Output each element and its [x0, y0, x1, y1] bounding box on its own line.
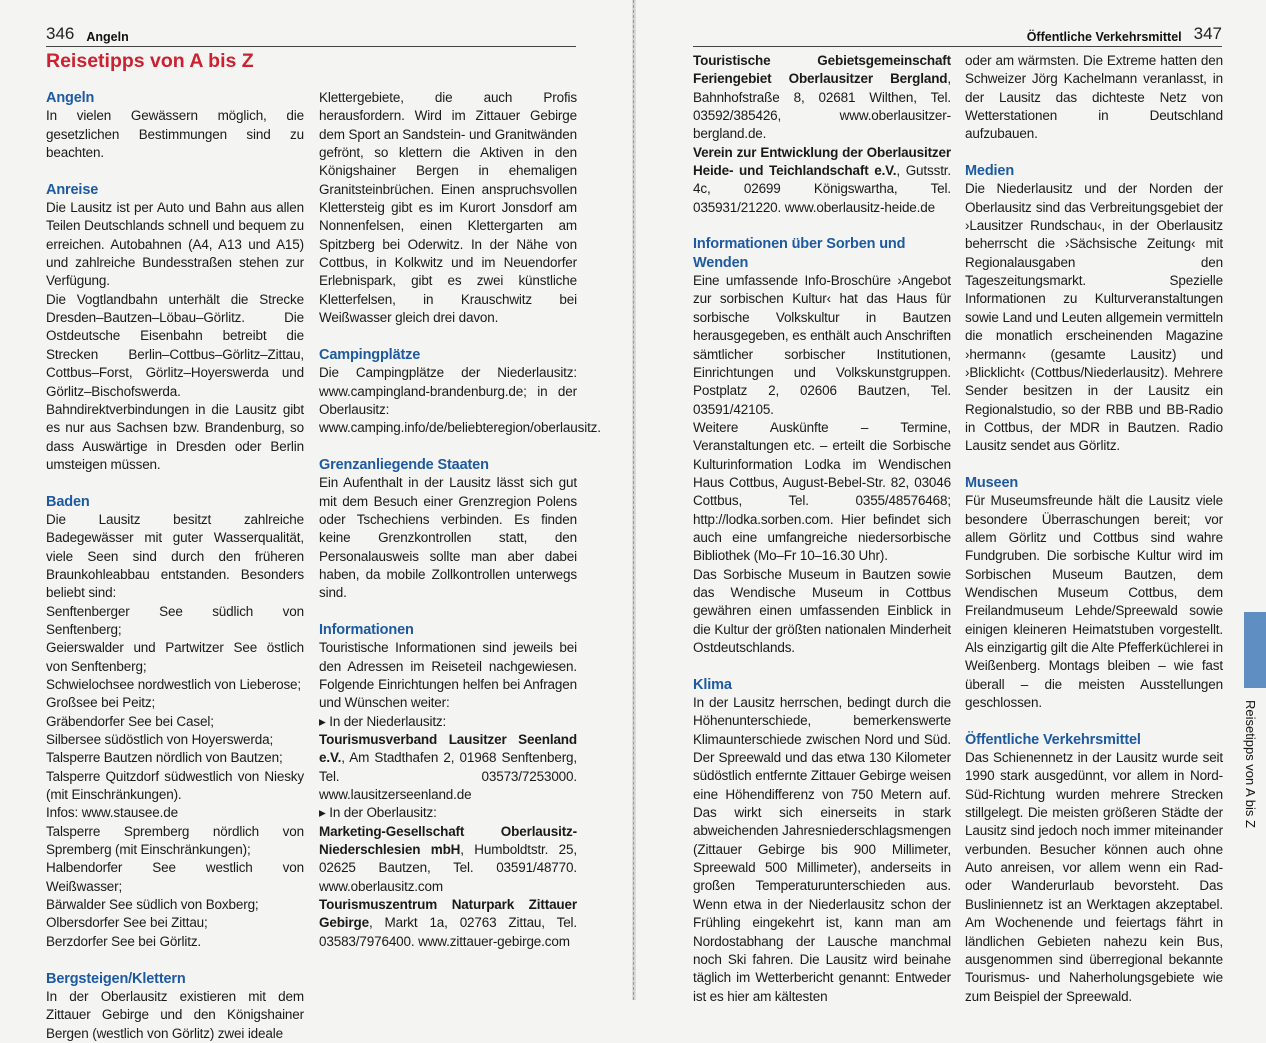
paragraph: Schwielochsee nordwestlich von Lieberose;	[46, 677, 301, 692]
section	[965, 52, 1223, 144]
paragraph: Die Lausitz ist per Auto und Bahn aus allen Teilen Deutschlands schnell und bequem zu erreichen. Autobahnen (A4, A13 und A15) und zahlreiche Bundesstraßen stehen zur Verfügung.	[46, 200, 304, 289]
paragraph: In der Oberlausitz existieren mit dem Zittauer Gebirge und den Königshainer Bergen (westlich von Görlitz) zwei ideale	[46, 988, 304, 1041]
paragraph: Touristische Gebietsgemeinschaft Feriengebiet Oberlausitzer Bergland, Bahnhofstraße 8, 02681 Wilthen, Tel. 03592/385426, www.oberlausitzer-bergland.de.	[693, 53, 951, 142]
paragraph: Die Vogtlandbahn unterhält die Strecke Dresden–Bautzen–Löbau–Görlitz. Die Ostdeutsche Eisenbahn betreibt die Strecken Berlin–Cottbus–Görlitz–Zittau, Cottbus–Forst, Görlitz–Hoyerswerda und Görlitz–Bischofswerda. Bahndirektverbindungen in die Lausitz gibt es nur aus Sachsen bzw. Brandenburg, so dass Auswärtige in Dresden oder Berlin umsteigen müssen.	[46, 291, 304, 472]
paragraph: Bärwalder See südlich von Boxberg;	[46, 897, 259, 913]
side-chapter-label: Reisetipps von A bis Z	[1243, 700, 1258, 828]
section	[965, 731, 1223, 1006]
paragraph: Talsperre Bautzen nördlich von Bautzen;	[46, 750, 283, 766]
paragraph: Tourismusverband Lausitzer Seenland e.V., Am Stadthafen 2, 01968 Senftenberg, Tel. 03573/7253000. www.lausitzerseenland.de	[319, 732, 577, 803]
section	[319, 89, 577, 327]
section-heading: Informationen	[319, 621, 414, 638]
paragraph: Die Lausitz besitzt zahlreiche Badegewässer mit guter Wasserqualität, viele Seen sind durch den früheren Braunkohleabbau entstanden. Besonders beliebt sind:	[46, 511, 304, 601]
paragraph: Touristische Informationen sind jeweils bei den Adressen im Reiseteil nachgewiesen. Folgende Einrichtungen helfen bei Anfragen und Wünschen weiter:	[319, 640, 577, 711]
column	[319, 89, 601, 951]
paragraph: Infos: www.stausee.de	[46, 805, 178, 821]
paragraph: In vielen Gewässern möglich, die gesetzlichen Bestimmungen sind zu beachten.	[46, 108, 304, 161]
paragraph: Die Niederlausitz und der Norden der Oberlausitz sind das Verbreitungsgebiet der ›Lausitzer Rundschau‹, in der Oberlausitz beherrscht die ›Sächsische Zeitung‹ mit Regionalausgaben den Tageszeitungsmarkt. Spezielle Informationen zu Kulturveranstaltungen sowie Land und Leuten allgemein vermitteln die monatlich erscheinenden Magazine ›hermann‹ (gesamte Lausitz) und ›Blicklicht‹ (Cottbus/Niederlausitz). Mehrere Sender besitzen in der Lausitz ein Regionalstudio, so der RBB und BB-Radio in Cottbus, der MDR in Bautzen. Radio Lausitz sendet aus Görlitz.	[965, 181, 1223, 454]
section-heading: Informationen über Sorben und Wenden	[693, 236, 906, 271]
section	[46, 493, 304, 952]
paragraph: Das Sorbische Museum in Bautzen sowie das Wendische Museum in Cottbus gewähren einen umfassenden Einblick in die Kultur der größten nationalen Minderheit Ostdeutschlands.	[693, 566, 951, 655]
page-number-left: 346	[46, 24, 75, 43]
section	[46, 89, 304, 162]
chapter-title: Reisetipps von A bis Z	[46, 50, 254, 72]
section	[693, 235, 951, 657]
bold-name: Tourismusverband Lausitzer Seenland e.V.	[319, 732, 577, 766]
paragraph: Senftenberger See südlich von Senftenberg;	[46, 603, 304, 637]
section	[693, 676, 951, 1006]
bold-name: Tourismuszentrum Naturpark Zittauer Gebirge	[319, 897, 577, 931]
bold-name: Marketing-Gesellschaft Oberlausitz-Niederschlesien mbH	[319, 823, 577, 858]
paragraph: Das Schienennetz in der Lausitz wurde seit 1990 stark ausgedünnt, vor allem in Nord-Süd-Richtung wurden mehrere Strecken stillgelegt. Die meisten größeren Städte der Lausitz sind jedoch noch immer miteinander verbunden. Besucher können auch ohne Auto anreisen, vor allem wenn ein Rad- oder Wanderurlaub bevorsteht. Das Busliniennetz ist an Werktagen akzeptabel. Am Wochenende und feiertags fährt in ländlichen Gebieten nahezu kein Bus, ausgenommen sind überregional bekannte Tourismus- und Naherholungsgebiete wie zum Beispiel der Spreewald.	[965, 750, 1223, 1004]
section-heading: Angeln	[46, 90, 95, 106]
paragraph: Für Museumsfreunde hält die Lausitz viele besondere Überraschungen bereit; vor allem Görlitz und Cottbus sind wahre Fundgruben. Die sorbische Kultur wird im Sorbischen Museum Bautzen, dem Wendischen Museum Cottbus, dem Freilandmuseum Lehde/Spreewald sowie einigen kleineren Heimatstuben vorgestellt. Als einzigartig gilt die Alte Pfefferküchlerei in Weißenberg. Montags bleiben – wie fast überall – die meisten Ausstellungen geschlossen.	[965, 493, 1223, 711]
running-head-left	[46, 22, 576, 47]
section	[965, 474, 1223, 712]
paragraph: Talsperre Spremberg nördlich von Spremberg (mit Einschränkungen);	[46, 823, 304, 858]
section-heading: Klima	[693, 676, 732, 693]
running-title-left: Angeln	[86, 30, 129, 44]
section	[319, 346, 601, 438]
paragraph: Ein Aufenthalt in der Lausitz lässt sich gut mit dem Besuch einer Grenzregion Polens oder Tschechiens verbinden. Es finden keine Grenzkontrollen statt, den Personalausweis sollte man aber dabei haben, da mobile Zollkontrollen unterwegs sind.	[319, 475, 577, 601]
left-page	[0, 0, 632, 1041]
paragraph: Klettergebiete, die auch Profis herausfordern. Wird im Zittauer Gebirge dem Sport an Sandstein- und Granitwänden gefrönt, so klettern die Aktiven in den Königshainer Bergen in ehemaligen Granitsteinbrüchen. Einen anspruchsvollen Klettersteig gibt es im Kurort Jonsdorf am Nonnenfelsen, einen Klettergarten am Spitzberg bei Oderwitz. In der Nähe von Cottbus, in Kolkwitz und im Neuendorfer Erlebnispark, gibt es zwei künstliche Kletterfelsen, in Krauschwitz bei Weißwasser gleich drei davon.	[319, 90, 577, 326]
paragraph: Eine umfassende Info-Broschüre ›Angebot zur sorbischen Kultur‹ hat das Haus für sorbische Volkskultur in Bautzen herausgegeben, es enthält auch Anschriften sämtlicher sorbischer Institutionen, Einrichtungen und Volkskunstgruppen. Postplatz 2, 02606 Bautzen, Tel. 03591/42105.	[693, 273, 951, 417]
section-heading: Grenzanliegende Staaten	[319, 456, 489, 473]
paragraph: Gräbendorfer See bei Casel;	[46, 713, 214, 729]
paragraph: Weitere Auskünfte – Termine, Veranstaltungen etc. – erteilt die Sorbische Kulturinformation Lodka im Wendischen Haus Cottbus, August-Bebel-Str. 82, 03046 Cottbus, Tel. 0355/48576468; http://lodka.sorben.com. Hier befindet sich auch eine umfangreiche niedersorbische Bibliothek (Mo–Fr 10–16.30 Uhr).	[693, 419, 951, 564]
paragraph: In der Lausitz herrschen, bedingt durch die Höhenunterschiede, bemerkenswerte Klimaunterschiede zwischen Nord und Süd. Der Spreewald und das etwa 130 Kilometer südöstlich entfernte Zittauer Gebirge weisen eine Höhendifferenz von 750 Metern auf. Das wirkt sich einerseits in stark abweichenden Jahresniederschlagsmengen (Zittauer Gebirge bis 900 Millimeter, Spreewald 500 Millimeter), anderseits in großen Temperaturunterschieden aus. Wenn etwa in der Niederlausitz schon der Frühling eingekehrt ist, kann man am Nordostabhang der Lausche manchmal noch Ski fahren. Die Lausitz wird beinahe täglich im Wetterbericht genannt: Entweder ist es hier am kältesten	[693, 695, 951, 1004]
section-heading: Bergsteigen/Klettern	[46, 970, 186, 987]
section-heading: Öffentliche Verkehrsmittel	[965, 731, 1141, 748]
paragraph: Die Campingplätze der Niederlausitz: www.campingland-brandenburg.de; in der Oberlausitz: www.camping.info/de/beliebteregion/oberlausitz.	[319, 365, 601, 436]
paragraph: ▸ In der Oberlausitz:	[319, 805, 437, 821]
paragraph: oder am wärmsten. Die Extreme hatten den Schweizer Jörg Kachelmann veranlasst, in der Lausitz das dichteste Netz von Wetterstationen in Deutschland aufzubauen.	[965, 53, 1223, 142]
column	[965, 52, 1223, 1006]
bold-name: Verein zur Entwicklung der Oberlausitzer Heide- und Teichlandschaft e.V.	[693, 144, 951, 179]
section-heading: Medien	[965, 163, 1015, 180]
paragraph: Halbendorfer See westlich von Weißwasser;	[46, 860, 304, 894]
section	[46, 970, 304, 1043]
paragraph: Marketing-Gesellschaft Oberlausitz-Niederschlesien mbH, Humboldtstr. 25, 02625 Bautzen, Tel. 03591/48770. www.oberlausitz.com	[319, 823, 577, 894]
section-heading: Baden	[46, 493, 90, 510]
bold-name: Touristische Gebietsgemeinschaft Feriengebiet Oberlausitzer Bergland	[693, 53, 951, 87]
paragraph: Tourismuszentrum Naturpark Zittauer Gebirge, Markt 1a, 02763 Zittau, Tel. 03583/7976400. www.zittauer-gebirge.com	[319, 897, 577, 949]
section-heading: Museen	[965, 474, 1019, 491]
running-head-right	[693, 22, 1222, 47]
chapter-thumb-tab	[1244, 612, 1266, 688]
section	[693, 52, 951, 217]
paragraph: Geierswalder und Partwitzer See östlich von Senftenberg;	[46, 640, 304, 674]
right-page	[636, 0, 1266, 1004]
section	[319, 456, 577, 603]
section	[46, 181, 304, 475]
paragraph: Berzdorfer See bei Görlitz.	[46, 933, 202, 949]
paragraph: Olbersdorfer See bei Zittau;	[46, 915, 208, 931]
paragraph: Großsee bei Peitz;	[46, 695, 156, 711]
paragraph: Verein zur Entwicklung der Oberlausitzer Heide- und Teichlandschaft e.V., Gutsstr. 4c, 02699 Königswartha, Tel. 035931/21220. www.oberlausitz-heide.de	[693, 144, 952, 215]
column	[693, 52, 951, 1006]
paragraph: ▸ In der Niederlausitz:	[319, 713, 447, 729]
section-heading: Campingplätze	[319, 346, 421, 363]
section-heading: Anreise	[46, 181, 99, 198]
paragraph: Talsperre Quitzdorf südwestlich von Niesky (mit Einschränkungen).	[46, 768, 304, 803]
section	[965, 162, 1223, 456]
page-number-right: 347	[1193, 24, 1222, 43]
section	[319, 621, 577, 951]
running-title-right: Öffentliche Verkehrsmittel	[1026, 30, 1182, 44]
column	[46, 89, 304, 1043]
paragraph: Silbersee südöstlich von Hoyerswerda;	[46, 732, 274, 748]
